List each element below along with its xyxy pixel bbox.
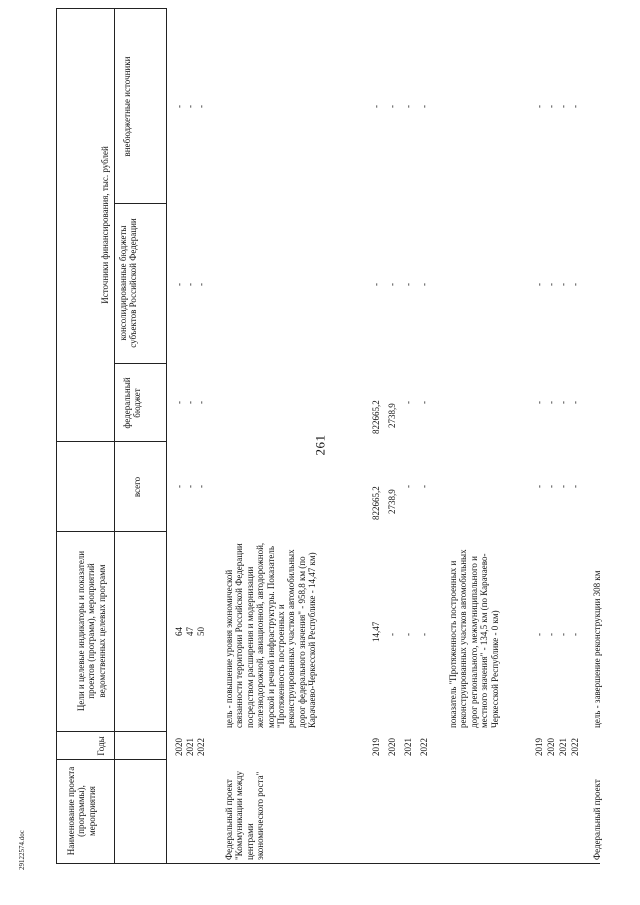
- dash-cell: -: [196, 401, 206, 404]
- federal-cell: -: [403, 401, 413, 404]
- table-top-border: [56, 8, 57, 864]
- year-cell: 2019: [534, 738, 544, 756]
- project-name: Федеральный проект: [592, 779, 602, 860]
- dash-cell: -: [196, 105, 206, 108]
- goal-value-cell: -: [419, 633, 429, 636]
- rotated-table-area: [56, 8, 600, 864]
- extra-cell: -: [419, 105, 429, 108]
- col-line-8: [56, 8, 166, 9]
- goal-value-cell: -: [534, 633, 544, 636]
- year-cell: 2019: [371, 738, 381, 756]
- regional-cell: -: [371, 283, 381, 286]
- header-years: Годы: [96, 736, 106, 756]
- total-cell: -: [419, 485, 429, 488]
- dash-cell: -: [570, 485, 580, 488]
- dash-cell: -: [570, 105, 580, 108]
- dash-cell: -: [534, 485, 544, 488]
- col-line-3: [56, 731, 166, 732]
- header-bottom-border: [166, 8, 167, 864]
- regional-cell: -: [387, 283, 397, 286]
- dash-cell: -: [546, 485, 556, 488]
- dash-cell: -: [185, 283, 195, 286]
- dash-cell: -: [174, 105, 184, 108]
- header-name: Наименование проекта (программы), мероприятия: [66, 766, 97, 856]
- goal-value-cell: -: [558, 633, 568, 636]
- goal-value-cell: 47: [185, 627, 195, 636]
- header-goals: Цели и целевые индикаторы и показатели проектов (программ), мероприятий ведомственных целевых программ: [76, 550, 107, 712]
- year-cell: 2022: [196, 738, 206, 756]
- year-cell: 2020: [174, 738, 184, 756]
- dash-cell: -: [174, 485, 184, 488]
- col-line-1: [56, 863, 600, 864]
- dash-cell: -: [558, 283, 568, 286]
- regional-cell: -: [419, 283, 429, 286]
- dash-cell: -: [196, 283, 206, 286]
- dash-cell: -: [185, 401, 195, 404]
- year-cell: 2022: [570, 738, 580, 756]
- indicator-text: показатель "Протяженность построенных и реконструированных участков автомобильных дорог регионального, межмуниципального и местного значения" - 134,5 км (по Карачаево-Черкесской Республике - 0 км): [448, 549, 500, 728]
- dash-cell: -: [196, 485, 206, 488]
- goal-value-cell: -: [546, 633, 556, 636]
- header-sources: Источники финансирования, тыс. рублей: [100, 146, 110, 304]
- federal-cell: 2738,9: [387, 403, 397, 428]
- dash-cell: -: [174, 283, 184, 286]
- regional-cell: -: [403, 283, 413, 286]
- dash-cell: -: [546, 105, 556, 108]
- dash-cell: -: [534, 283, 544, 286]
- sources-divider: [114, 8, 115, 864]
- total-cell: 2738,9: [387, 489, 397, 514]
- goal-value-cell: 50: [196, 627, 206, 636]
- col-line-4: [56, 531, 166, 532]
- budget-table: [56, 8, 600, 864]
- federal-cell: 822665,2: [371, 400, 381, 434]
- dash-cell: -: [174, 401, 184, 404]
- goal-value-cell: 64: [174, 627, 184, 636]
- dash-cell: -: [570, 283, 580, 286]
- federal-cell: -: [419, 401, 429, 404]
- dash-cell: -: [558, 401, 568, 404]
- year-cell: 2022: [419, 738, 429, 756]
- project-goal-text: цель - завершение реконструкции 308 км: [592, 570, 602, 728]
- dash-cell: -: [546, 283, 556, 286]
- dash-cell: -: [558, 105, 568, 108]
- total-cell: -: [403, 485, 413, 488]
- year-cell: 2021: [403, 738, 413, 756]
- total-cell: 822665,2: [371, 486, 381, 520]
- header-federal: федеральный бюджет: [122, 377, 143, 429]
- extra-cell: -: [403, 105, 413, 108]
- col-line-5: [56, 441, 166, 442]
- dash-cell: -: [534, 105, 544, 108]
- header-extra: внебюджетные источники: [122, 56, 132, 157]
- page-number: 261: [312, 434, 327, 456]
- dash-cell: -: [558, 485, 568, 488]
- col-line-2: [56, 759, 166, 760]
- year-cell: 2020: [546, 738, 556, 756]
- header-regional: консолидированные бюджеты субъектов Российской Федерации: [118, 218, 139, 348]
- dash-cell: -: [570, 401, 580, 404]
- project-name: Федеральный проект "Коммуникации между центрами экономического роста": [224, 771, 266, 860]
- dash-cell: -: [546, 401, 556, 404]
- project-goal-text: цель - повышение уровня экономической связанности территории Российской Федерации посредством расширения и модернизации железнодорожной, авиационной, автодорожной, морской и речной инфраструктуры. Показатель "Протяженность построенных и реконструированных участков автомобильных дорог федерального значения" - 958,8 км (по Карачаево-Черкесской Республике - 14,47 км): [224, 542, 318, 728]
- year-cell: 2021: [185, 738, 195, 756]
- dash-cell: -: [534, 401, 544, 404]
- goal-value-cell: -: [403, 633, 413, 636]
- goal-value-cell: 14,47: [371, 621, 381, 642]
- extra-cell: -: [371, 105, 381, 108]
- dash-cell: -: [185, 485, 195, 488]
- goal-value-cell: -: [570, 633, 580, 636]
- dash-cell: -: [185, 105, 195, 108]
- extra-cell: -: [387, 105, 397, 108]
- year-cell: 2021: [558, 738, 568, 756]
- header-total: всего: [132, 476, 142, 498]
- goal-value-cell: -: [387, 633, 397, 636]
- year-cell: 2020: [387, 738, 397, 756]
